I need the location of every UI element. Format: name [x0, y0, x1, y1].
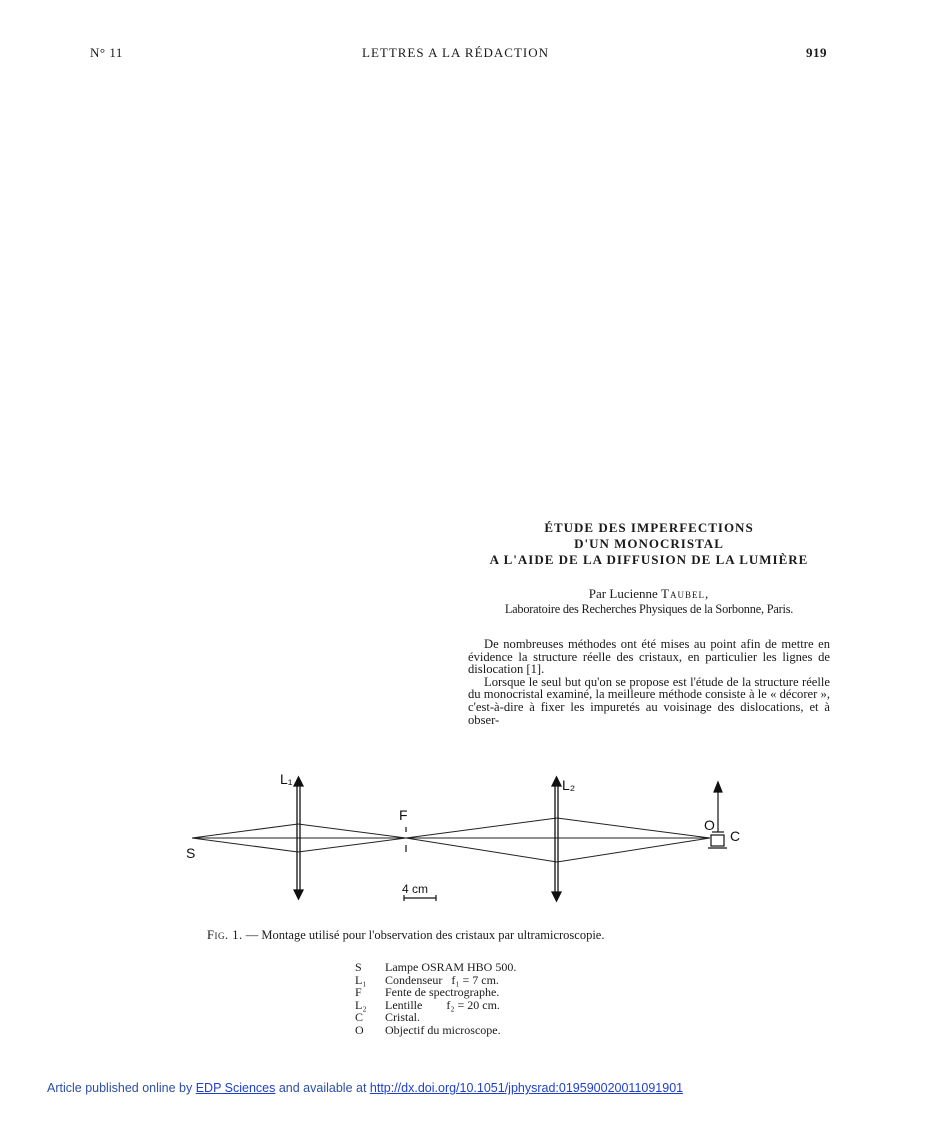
- article-affiliation: Laboratoire des Recherches Physiques de la Sorbonne, Paris.: [504, 602, 794, 616]
- lens-l2: [552, 777, 561, 901]
- legend-description: Cristal.: [385, 1010, 420, 1025]
- label-o: O: [704, 817, 715, 833]
- title-line: D'UN MONOCRISTAL: [574, 536, 724, 551]
- ray: [192, 824, 298, 838]
- article-body: [468, 638, 830, 726]
- edp-sciences-link[interactable]: EDP Sciences: [195, 1081, 276, 1095]
- figure-caption: [207, 928, 604, 943]
- body-paragraph: De nombreuses méthodes ont été mises au point afin de mettre en évidence la structure réelle des cristaux, en particulier les lignes de dislocation [1].: [468, 637, 830, 677]
- label-f: F: [399, 807, 408, 823]
- ray: [192, 838, 298, 852]
- legend-symbol: O: [355, 1022, 364, 1037]
- legend-description: Lentille f₂ = 20 cm.: [385, 997, 500, 1012]
- ray: [406, 818, 557, 838]
- legend-symbol: S: [355, 960, 362, 974]
- legend-symbol: C: [355, 1010, 364, 1025]
- ray: [557, 838, 710, 862]
- ray: [298, 838, 406, 852]
- caption-label: Fig. 1.: [207, 928, 243, 942]
- footer-prefix: Article published online by: [47, 1081, 196, 1095]
- author-prefix: Par Lucienne: [588, 586, 661, 601]
- author-name: Taubel,: [661, 586, 710, 601]
- figure-legend: [355, 961, 516, 1037]
- title-line: A L'AIDE DE LA DIFFUSION DE LA LUMIÈRE: [489, 552, 809, 567]
- legend-row: [355, 999, 516, 1012]
- page-header-issue: N° 11: [90, 45, 123, 60]
- legend-symbol: L₁: [355, 972, 367, 987]
- label-scale: 4 cm: [402, 882, 429, 896]
- body-paragraph: Lorsque le seul but qu'on se propose est l'étude de la structure réelle du monocristal examiné, la meilleure méthode consiste à le « décorer », c'est-à-dire à fixer les impuretés au voisinage des dislocations, et à obser-: [468, 674, 830, 727]
- legend-row: [355, 961, 516, 974]
- ray: [298, 824, 406, 838]
- page-number: 919: [806, 45, 827, 60]
- title-line: ÉTUDE DES IMPERFECTIONS: [544, 520, 754, 535]
- publication-footer: [47, 1081, 683, 1095]
- ray: [557, 818, 710, 838]
- legend-description: Lampe OSRAM HBO 500.: [385, 960, 517, 974]
- ray: [406, 838, 557, 862]
- label-c: C: [730, 828, 741, 844]
- legend-row: [355, 1024, 516, 1037]
- legend-symbol: L₂: [355, 997, 367, 1012]
- article-title: [468, 520, 830, 568]
- legend-symbol: F: [355, 985, 362, 1000]
- label-s: S: [186, 845, 196, 861]
- legend-description: Objectif du microscope.: [385, 1022, 501, 1037]
- legend-description: Condenseur f₁ = 7 cm.: [385, 972, 499, 987]
- label-l2: L₂: [562, 777, 576, 793]
- caption-text: — Montage utilisé pour l'observation des cristaux par ultramicroscopie.: [242, 928, 605, 942]
- doi-link[interactable]: http://dx.doi.org/10.1051/jphysrad:019590020011091901: [369, 1081, 684, 1095]
- label-l1: L₁: [280, 771, 293, 787]
- legend-row: [355, 986, 516, 999]
- legend-description: Fente de spectrographe.: [385, 985, 500, 1000]
- figure-diagram: [180, 768, 760, 908]
- page-header-section: LETTRES A LA RÉDACTION: [362, 45, 550, 60]
- footer-middle: and available at: [275, 1081, 370, 1095]
- article-author: [468, 586, 830, 602]
- crystal-c: [708, 835, 727, 848]
- optical-setup-figure: [180, 768, 760, 908]
